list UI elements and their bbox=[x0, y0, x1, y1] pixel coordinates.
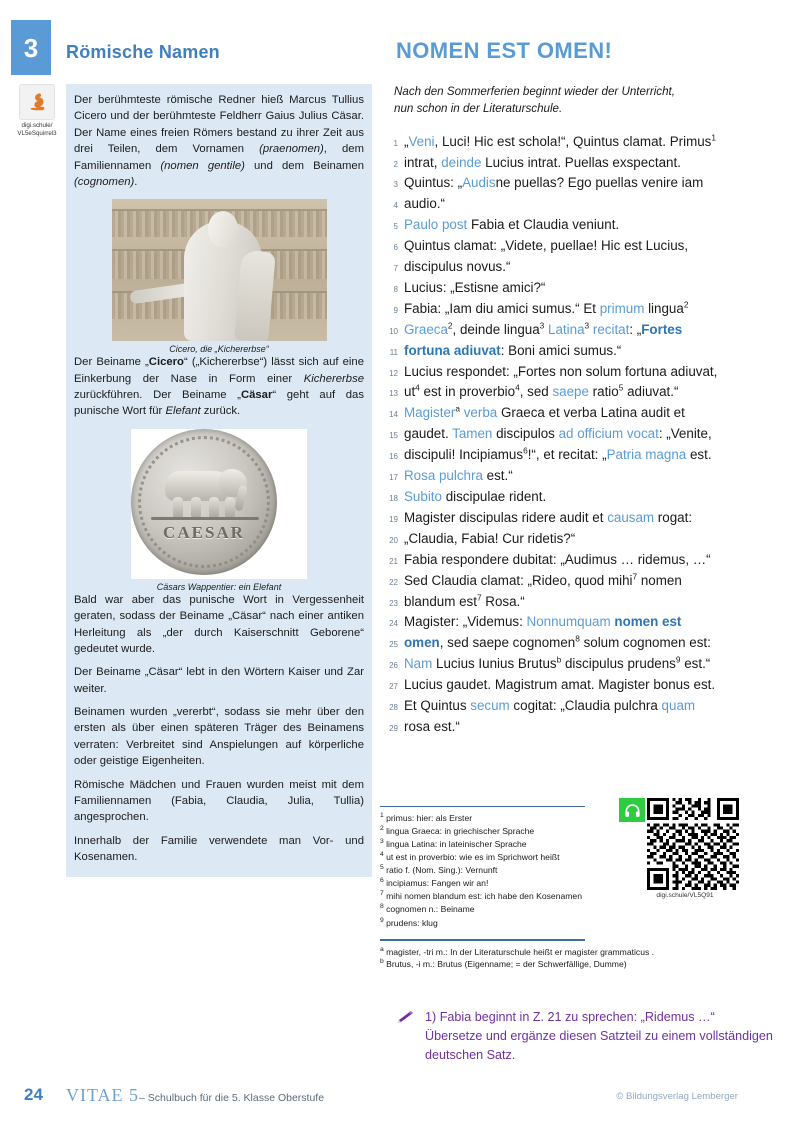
footnote-text: magister, -tri m.: In der Literaturschule heißt er magister grammaticus . bbox=[383, 946, 655, 957]
latin-line-text: gaudet. Tamen discipulos ad officium vocat: „Venite, bbox=[404, 426, 712, 442]
figure-caesar-coin bbox=[74, 429, 364, 592]
qr-code[interactable] bbox=[647, 798, 739, 890]
latin-line bbox=[380, 362, 794, 383]
series-subtitle: – Schulbuch für die 5. Klasse Oberstufe bbox=[139, 1092, 325, 1104]
footnote-marker: 3 bbox=[380, 838, 384, 846]
task-line1: 1) Fabia beginnt in Z. 21 zu sprechen: „Ridemus …“ bbox=[425, 1010, 715, 1024]
latin-line bbox=[380, 278, 794, 299]
series-title: VITAE 5 bbox=[66, 1085, 140, 1105]
digi-schule-logo-block[interactable] bbox=[11, 84, 63, 139]
latin-line bbox=[380, 717, 794, 738]
reading-intro bbox=[394, 84, 794, 118]
figure-caption-coin: Cäsars Wappentier: ein Elefant bbox=[156, 581, 282, 592]
footnote-text: ratio f. (Nom. Sing.): Vernunft bbox=[383, 865, 498, 876]
line-number: 2 bbox=[393, 159, 398, 169]
latin-line bbox=[380, 257, 794, 278]
footnote-text: mihi nomen blandum est: ich habe den Kosenamen bbox=[383, 891, 582, 902]
qr-block[interactable] bbox=[619, 798, 739, 899]
cicero-statue-image bbox=[112, 199, 327, 341]
line-number: 4 bbox=[393, 201, 398, 211]
line-number: 3 bbox=[393, 180, 398, 190]
footnote-marker: 5 bbox=[380, 864, 384, 872]
footnote-list-lettered bbox=[380, 946, 794, 972]
footnote-text: lingua Graeca: in griechischer Sprache bbox=[383, 826, 535, 837]
line-number: 22 bbox=[389, 577, 398, 587]
info-paragraph-5: Beinamen wurden „vererbt“, sodass sie mehr über den ersten als über einen späteren Träger des Beinamens verraten: Verbreitet sind Anspielungen auf körperliche oder geistige Eigenheiten. bbox=[74, 706, 364, 768]
latin-line bbox=[380, 445, 794, 466]
footnote-text: Brutus, -i m.: Brutus (Eigenname; = der Schwerfällige, Dumme) bbox=[383, 959, 627, 970]
latin-line bbox=[380, 487, 794, 508]
line-number: 15 bbox=[389, 431, 398, 441]
latin-line bbox=[380, 466, 794, 487]
footnote-item bbox=[380, 958, 794, 971]
latin-line bbox=[380, 592, 794, 613]
latin-line-text: blandum est$^7$ Rosa.“ bbox=[404, 592, 525, 609]
footnote-marker: 9 bbox=[380, 916, 384, 924]
footnote-divider bbox=[380, 806, 585, 807]
footnote-item bbox=[380, 903, 794, 916]
line-number: 10 bbox=[389, 326, 398, 336]
latin-line bbox=[380, 654, 794, 675]
footnote-divider-2 bbox=[380, 939, 585, 941]
line-number: 20 bbox=[389, 535, 398, 545]
pencil-icon bbox=[396, 1011, 418, 1025]
latin-line-text: Paulo post Fabia et Claudia veniunt. bbox=[404, 217, 620, 233]
task-block bbox=[396, 1008, 796, 1065]
info-paragraph-7: Innerhalb der Familie verwendete man Vor- und Kosenamen. bbox=[74, 834, 364, 863]
info-paragraph-6: Römische Mädchen und Frauen wurden meist mit dem Familiennamen (Fabia, Claudia, Julia, Tullia) angesprochen. bbox=[74, 778, 364, 824]
latin-line-text: Quintus: „Audisne puellas? Ego puellas venire iam bbox=[404, 175, 704, 191]
footnote-marker: 6 bbox=[380, 877, 384, 885]
latin-line bbox=[380, 696, 794, 717]
line-number: 26 bbox=[389, 661, 398, 671]
latin-line-text: Fabia: „Iam diu amici sumus.“ Et primum lingua$^2$ bbox=[404, 299, 689, 316]
latin-line bbox=[380, 320, 794, 341]
caesar-coin-image bbox=[131, 429, 307, 579]
line-number: 27 bbox=[389, 682, 398, 692]
latin-line-text: Nam Lucius Iunius Brutus$^b$ discipulus prudens$^9$ est.“ bbox=[404, 654, 711, 672]
footnote-text: ut est in proverbio: wie es im Sprichwort heißt bbox=[383, 852, 560, 863]
reading-intro-line1: Nach den Sommerferien beginnt wieder der Unterricht, bbox=[394, 85, 675, 98]
line-number: 14 bbox=[389, 410, 398, 420]
task-text bbox=[425, 1008, 796, 1065]
latin-line-text: rosa est.“ bbox=[404, 718, 460, 734]
line-number: 1 bbox=[393, 138, 398, 148]
line-number: 5 bbox=[393, 222, 398, 232]
coin-legend: CAESAR bbox=[163, 522, 245, 542]
footnote-marker: b bbox=[380, 958, 384, 966]
line-number: 8 bbox=[393, 284, 398, 294]
latin-line bbox=[380, 194, 794, 215]
latin-line-text: Rosa pulchra est.“ bbox=[404, 468, 513, 484]
latin-line-text: Lucius: „Estisne amici?“ bbox=[404, 279, 546, 295]
latin-line bbox=[380, 612, 794, 633]
latin-line bbox=[380, 424, 794, 445]
latin-line bbox=[380, 382, 794, 403]
latin-line bbox=[380, 341, 794, 362]
latin-line-text: omen, sed saepe cognomen$^8$ solum cognomen est: bbox=[404, 633, 711, 651]
latin-line-text: Quintus clamat: „Videte, puellae! Hic est Lucius, bbox=[404, 238, 689, 254]
line-number: 11 bbox=[389, 347, 398, 357]
latin-line bbox=[380, 153, 794, 174]
line-number: 13 bbox=[389, 389, 398, 399]
info-paragraph-4: Der Beiname „Cäsar“ lebt in den Wörtern Kaiser und Zar weiter. bbox=[74, 666, 364, 695]
latin-line bbox=[380, 236, 794, 257]
figure-caption-statue: Cicero, die „Kichererbse“ bbox=[169, 344, 269, 355]
chapter-title: Römische Namen bbox=[66, 42, 220, 62]
latin-line bbox=[380, 529, 794, 550]
footnote-marker: 1 bbox=[380, 812, 384, 820]
latin-line bbox=[380, 299, 794, 320]
latin-line bbox=[380, 550, 794, 571]
latin-line-text: Lucius gaudet. Magistrum amat. Magister bonus est. bbox=[404, 677, 716, 693]
chapter-number: 3 bbox=[23, 32, 39, 63]
line-number: 24 bbox=[389, 619, 398, 629]
latin-line bbox=[380, 403, 794, 424]
line-number: 17 bbox=[389, 473, 398, 483]
latin-line-text: Subito discipulae rident. bbox=[404, 489, 547, 504]
footnote-text: primus: hier: als Erster bbox=[383, 813, 473, 823]
series-title-block bbox=[66, 1085, 324, 1106]
footnote-item bbox=[380, 917, 794, 930]
info-paragraph-2: Der Beiname „Cicero“ („Kichererbse“) lässt sich auf eine Einkerbung der Nase in Form einer Kichererbse zurückführen. Der Beiname „Cäsar“ geht auf das punische Wort für Elefant zurück. bbox=[74, 356, 364, 418]
page-footer bbox=[0, 1085, 800, 1115]
headphones-icon bbox=[619, 798, 645, 822]
footnote-marker: a bbox=[380, 945, 384, 953]
latin-line-text: audio.“ bbox=[404, 196, 445, 212]
page-title: NOMEN EST OMEN! bbox=[396, 38, 613, 63]
logo-caption-line1: digi.schule/ bbox=[21, 122, 53, 129]
latin-line-text: Magister$^a$ verba Graeca et verba Latina audit et bbox=[404, 403, 685, 421]
footnote-text: lingua Latina: in lateinischer Sprache bbox=[383, 839, 527, 850]
info-paragraph-3: Bald war aber das punische Wort in Vergessenheit geraten, sodass der Beiname „Cäsar“ nach einer antiken Herleitung als „der durch Kaiserschnitt Geborene“ gedeutet wurde. bbox=[74, 593, 364, 655]
latin-line bbox=[380, 132, 794, 153]
reading-column bbox=[380, 84, 794, 738]
line-number: 23 bbox=[389, 598, 398, 608]
line-number: 9 bbox=[393, 305, 398, 315]
footnote-block-lettered bbox=[380, 939, 794, 972]
footnote-marker: 2 bbox=[380, 825, 384, 833]
latin-line bbox=[380, 633, 794, 654]
figure-cicero-statue bbox=[74, 199, 364, 354]
latin-line-text: Magister discipulas ridere audit et causam rogat: bbox=[404, 509, 693, 525]
latin-line-text: Sed Claudia clamat: „Rideo, quod mihi$^7$ nomen bbox=[404, 571, 682, 588]
info-paragraph-1: Der berühmteste römische Redner hieß Marcus Tullius Cicero und der berühmteste Feldherr Gaius Julius Cäsar. Der Name eines freien Römers bestand zu ihrer Zeit aus drei Teilen, dem Vornamen (praenomen), dem Familiennamen (nomen gentile) und dem Beinamen (cognomen). bbox=[74, 94, 364, 188]
latin-line-text: fortuna adiuvat: Boni amici sumus.“ bbox=[404, 342, 622, 358]
latin-line-text: „Veni, Luci! Hic est schola!“, Quintus clamat. Primus$^1$ bbox=[404, 132, 716, 149]
latin-line-text: discipuli! Incipiamus$^6$!“, et recitat: „Patria magna est. bbox=[404, 445, 712, 463]
footnote-marker: 8 bbox=[380, 903, 384, 911]
latin-line bbox=[380, 215, 794, 236]
squirrel-icon bbox=[19, 84, 55, 120]
latin-line bbox=[380, 675, 794, 696]
page-number: 24 bbox=[24, 1085, 43, 1104]
chapter-number-badge bbox=[11, 20, 51, 75]
latin-line-text: „Claudia, Fabia! Cur ridetis?“ bbox=[404, 530, 576, 546]
logo-caption bbox=[11, 122, 63, 139]
latin-line bbox=[380, 173, 794, 194]
latin-line bbox=[380, 508, 794, 529]
line-number: 25 bbox=[389, 640, 398, 650]
task-line2: Übersetze und ergänze diesen Satzteil zu einem vollständigen deutschen Satz. bbox=[425, 1028, 773, 1062]
latin-line-text: Fabia respondere dubitat: „Audimus … ridemus, …“ bbox=[404, 551, 711, 567]
line-number: 18 bbox=[389, 494, 398, 503]
latin-line-text: Graeca$^2$, deinde lingua$^3$ Latina$^3$ recitat: „Fortes bbox=[404, 320, 683, 337]
line-number: 28 bbox=[389, 703, 398, 713]
latin-line-text: discipulus novus.“ bbox=[404, 259, 511, 275]
logo-caption-line2: VL5eSquirrel3 bbox=[17, 130, 57, 138]
latin-line-text: intrat, deinde Lucius intrat. Puellas exspectant. bbox=[404, 154, 681, 170]
footnote-marker: 4 bbox=[380, 851, 384, 859]
footnote-text: incipiamus: Fangen wir an! bbox=[383, 878, 489, 889]
latin-line-text: $ut^4$ est in proverbio$^4$, sed saepe ratio$^5$ adiuvat.“ bbox=[404, 383, 679, 400]
latin-line bbox=[380, 571, 794, 592]
latin-line-text: Et Quintus secum cogitat: „Claudia pulchra quam bbox=[404, 698, 696, 714]
footnote-marker: 7 bbox=[380, 890, 384, 898]
footnote-item bbox=[380, 946, 794, 959]
footnote-text: cognomen n.: Beiname bbox=[383, 904, 475, 915]
line-number: 12 bbox=[389, 368, 398, 378]
footnote-text: prudens: klug bbox=[383, 917, 438, 928]
latin-text-lines bbox=[380, 132, 794, 738]
line-number: 19 bbox=[389, 514, 398, 524]
latin-line-text: Magister: „Videmus: Nonnumquam nomen est bbox=[404, 614, 682, 630]
line-number: 7 bbox=[393, 264, 398, 274]
line-number: 6 bbox=[393, 243, 398, 253]
line-number: 29 bbox=[389, 723, 398, 733]
latin-line-text: Lucius respondet: „Fortes non solum fortuna adiuvat, bbox=[404, 363, 718, 379]
reading-intro-line2: nun schon in der Literaturschule. bbox=[394, 101, 563, 115]
copyright-notice: © Bildungsverlag Lemberger bbox=[616, 1091, 738, 1102]
line-number: 21 bbox=[389, 556, 398, 566]
line-number: 16 bbox=[389, 452, 398, 462]
info-column bbox=[66, 84, 372, 877]
qr-caption: digi.schule/VL5Q91 bbox=[656, 892, 714, 899]
